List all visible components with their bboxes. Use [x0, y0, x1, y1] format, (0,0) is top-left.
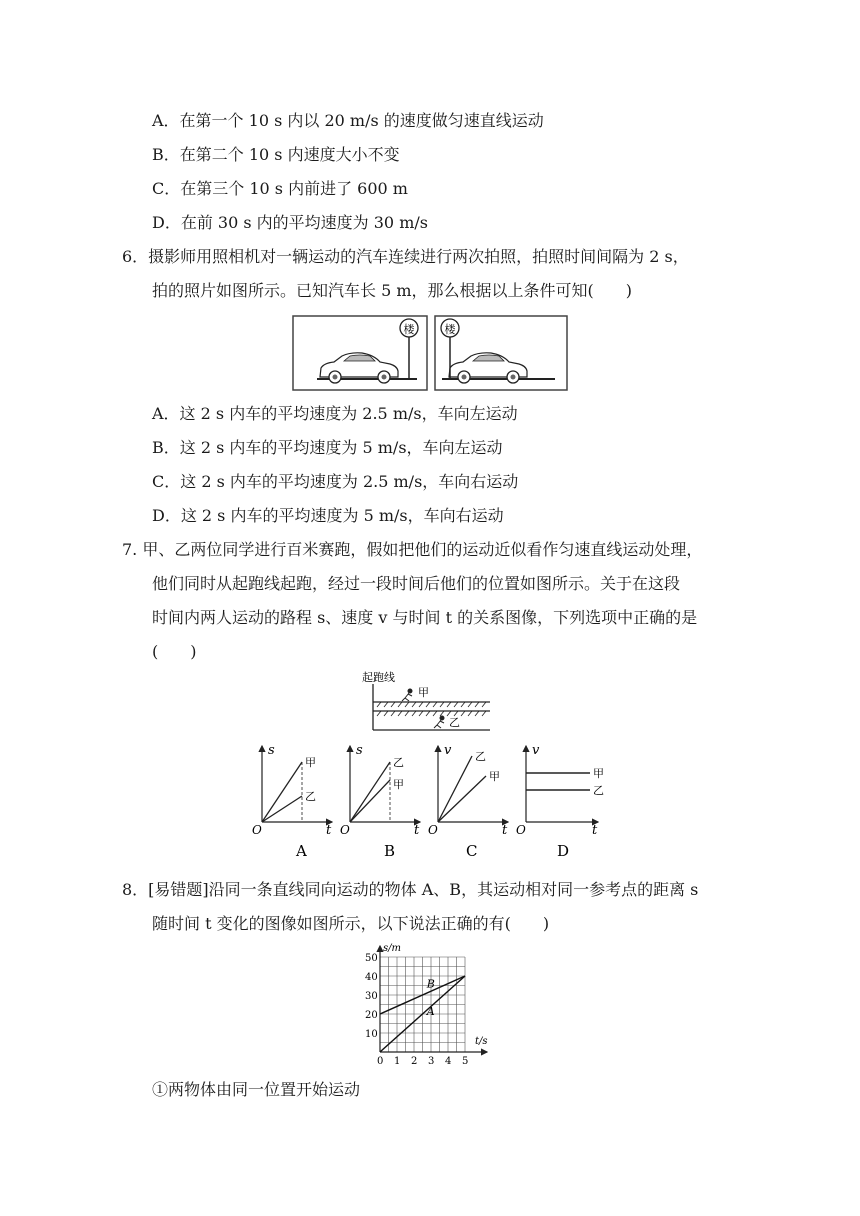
graph-b-xlabel: t [414, 823, 420, 838]
q6-option-c: C．这 2 s 内车的平均速度为 2.5 m/s，车向右运动 [152, 472, 519, 491]
graph-a-xlabel: t [326, 823, 332, 838]
q8-st-chart [355, 940, 495, 1070]
graph-c [428, 743, 508, 860]
graph-d-xlabel: t [592, 823, 598, 838]
q5-option-b: B．在第二个 10 s 内速度大小不变 [152, 145, 400, 164]
photo-1 [293, 316, 427, 390]
graph-c-line-jia [438, 776, 486, 822]
graph-d [516, 743, 604, 860]
q6-option-b: B．这 2 s 内车的平均速度为 5 m/s，车向左运动 [152, 438, 503, 457]
x-tick-label: 1 [394, 1056, 401, 1067]
q8-stem-line2: 随时间 t 变化的图像如图所示，以下说法正确的有( ) [152, 914, 550, 933]
graph-c-line-yi [438, 756, 472, 822]
series-label-a: A [426, 1004, 435, 1018]
graph-c-caption: C [466, 842, 478, 860]
runner-yi-label: 乙 [449, 716, 460, 729]
graph-d-bottom-label: 乙 [593, 784, 604, 797]
x-tick-label: 4 [445, 1056, 452, 1067]
q5-option-d: D．在前 30 s 内的平均速度为 30 m/s [152, 213, 428, 232]
q6-photo-figure [290, 313, 570, 393]
graph-d-top-label: 甲 [593, 767, 604, 780]
y-tick-label: 10 [365, 1029, 378, 1040]
y-tick-label: 30 [365, 991, 378, 1002]
graph-a-bottom-label: 乙 [305, 790, 316, 803]
graph-a-caption: A [296, 842, 307, 860]
graph-b-ylabel: s [356, 743, 363, 758]
y-tick-label: 20 [365, 1010, 378, 1021]
photo-2-sign-text: 楼 [444, 323, 456, 336]
q6-option-d: D．这 2 s 内车的平均速度为 5 m/s，车向右运动 [152, 506, 504, 525]
graph-a-top-label: 甲 [305, 756, 316, 769]
graph-b-origin: O [340, 823, 350, 837]
start-line-label: 起跑线 [362, 671, 395, 684]
runner-jia-label: 甲 [418, 686, 429, 699]
q6-option-a: A．这 2 s 内车的平均速度为 2.5 m/s，车向左运动 [152, 404, 518, 423]
graph-d-caption: D [557, 842, 570, 860]
q7-stem-line3: 时间内两人运动的路程 s、速度 v 与时间 t 的关系图像，下列选项中正确的是 [152, 608, 698, 627]
x-tick-label: 2 [411, 1056, 418, 1067]
chart-ylabel: s/m [383, 943, 401, 954]
graph-a-line-jia [262, 762, 302, 822]
q8-stem-line1: 8．[易错题]沿同一条直线同向运动的物体 A、B，其运动相对同一参考点的距离 s [122, 880, 699, 899]
graph-c-xlabel: t [502, 823, 508, 838]
graph-a [252, 743, 332, 860]
graph-c-bottom-label: 甲 [489, 770, 500, 783]
runner-jia-icon [402, 689, 412, 701]
graph-b [340, 743, 420, 860]
q6-stem-line1: 6．摄影师用照相机对一辆运动的汽车连续进行两次拍照，拍照时间间隔为 2 s， [122, 247, 689, 266]
graph-d-origin: O [516, 823, 526, 837]
y-tick-label: 40 [365, 972, 378, 983]
graph-c-top-label: 乙 [475, 750, 486, 763]
graph-c-ylabel: v [444, 743, 452, 758]
q5-option-a: A．在第一个 10 s 内以 20 m/s 的速度做匀速直线运动 [152, 111, 544, 130]
graph-d-ylabel: v [532, 743, 540, 758]
graph-a-origin: O [252, 823, 262, 837]
graph-b-bottom-label: 甲 [393, 778, 404, 791]
graph-b-caption: B [384, 842, 396, 860]
q7-stem-line4: ( ) [152, 642, 197, 661]
photo-1-sign-text: 楼 [403, 323, 415, 336]
graph-c-origin: O [428, 823, 438, 837]
graph-b-line-jia [350, 780, 390, 822]
x-tick-label: 3 [428, 1056, 435, 1067]
graph-b-top-label: 乙 [393, 756, 404, 769]
x-tick-label: 0 [377, 1056, 384, 1067]
x-tick-label: 5 [462, 1056, 469, 1067]
runner-yi-icon [434, 716, 444, 728]
graph-a-line-yi [262, 796, 302, 822]
graph-b-line-yi [350, 762, 390, 822]
chart-grid [380, 957, 465, 1052]
q7-stem-line2: 他们同时从起跑线起跑，经过一段时间后他们的位置如图所示。关于在这段 [152, 574, 681, 593]
q5-option-c: C．在第三个 10 s 内前进了 600 m [152, 179, 408, 198]
q7-option-graphs [250, 740, 610, 866]
photo-2 [435, 316, 567, 390]
y-tick-label: 50 [365, 953, 378, 964]
graph-a-ylabel: s [268, 743, 275, 758]
series-label-b: B [426, 977, 435, 991]
chart-xlabel: t/s [475, 1036, 488, 1047]
q7-stem-line1: 7. 甲、乙两位同学进行百米赛跑，假如把他们的运动近似看作匀速直线运动处理， [122, 540, 703, 559]
q8-statement-1: ①两物体由同一位置开始运动 [152, 1080, 361, 1099]
q7-track-figure [360, 668, 500, 734]
q6-stem-line2: 拍的照片如图所示。已知汽车长 5 m，那么根据以上条件可知( ) [152, 281, 633, 300]
